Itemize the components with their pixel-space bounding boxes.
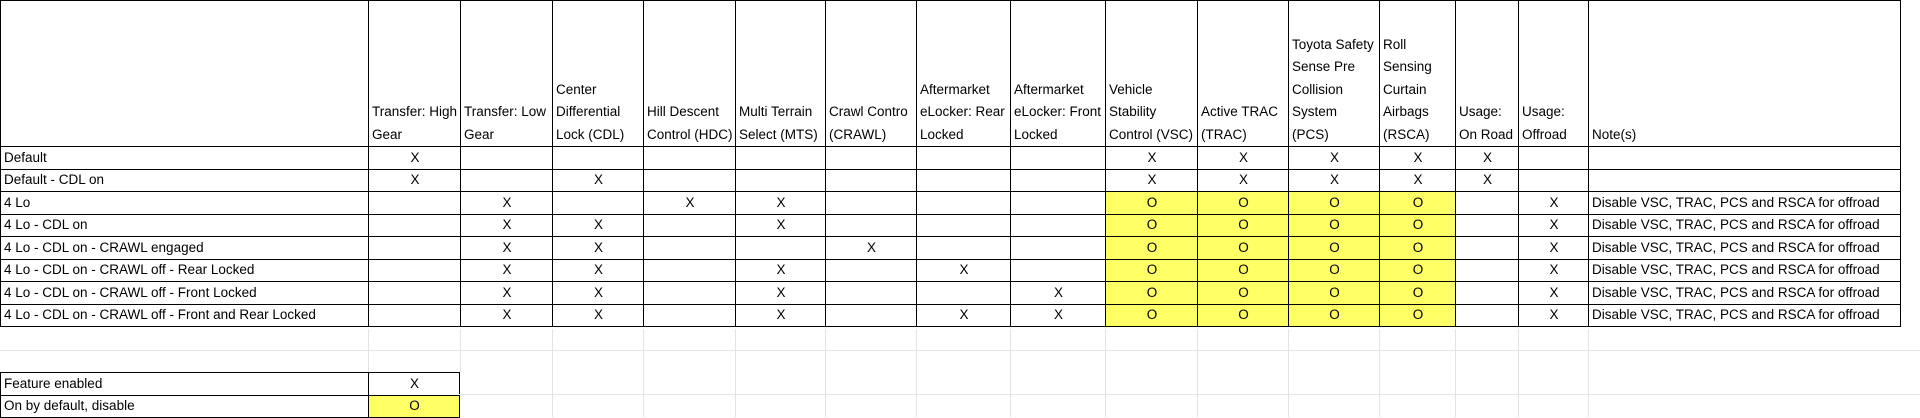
table-cell[interactable] xyxy=(826,259,917,282)
table-row xyxy=(1,282,1901,305)
table-cell[interactable]: X xyxy=(1011,282,1106,305)
table-cell[interactable] xyxy=(1011,214,1106,237)
column-header[interactable]: Transfer: High Gear xyxy=(369,1,461,147)
table-cell[interactable] xyxy=(736,237,826,260)
column-header[interactable]: Crawl Contro (CRAWL) xyxy=(826,1,917,147)
table-row xyxy=(1,147,1901,170)
table-cell[interactable] xyxy=(1456,282,1519,305)
table-cell[interactable] xyxy=(826,147,917,170)
row-label[interactable]: Default xyxy=(1,147,369,170)
row-label[interactable]: 4 Lo - CDL on - CRAWL off - Front and Rear Locked xyxy=(1,304,369,327)
table-cell[interactable]: X xyxy=(553,237,644,260)
table-row xyxy=(1,214,1901,237)
table-cell[interactable]: X xyxy=(369,169,461,192)
table-row xyxy=(1,304,1901,327)
table-cell[interactable]: X xyxy=(1519,259,1589,282)
table-cell[interactable] xyxy=(1456,304,1519,327)
table-cell[interactable] xyxy=(1011,237,1106,260)
table-cell[interactable]: X xyxy=(553,169,644,192)
table-cell[interactable] xyxy=(826,169,917,192)
cell-highlighted[interactable]: O xyxy=(1380,237,1456,260)
corner-cell[interactable] xyxy=(1,1,369,147)
table-cell[interactable]: X xyxy=(917,259,1011,282)
cell-highlighted[interactable]: O xyxy=(1380,282,1456,305)
cell-highlighted[interactable]: O xyxy=(1106,214,1198,237)
cell-highlighted[interactable]: O xyxy=(1198,304,1289,327)
column-header[interactable]: Transfer: Low Gear xyxy=(461,1,553,147)
column-header[interactable]: Hill Descent Control (HDC) xyxy=(644,1,736,147)
row-label[interactable]: 4 Lo - CDL on - CRAWL engaged xyxy=(1,237,369,260)
row-label[interactable]: 4 Lo - CDL on - CRAWL off - Front Locked xyxy=(1,282,369,305)
column-header[interactable]: Center Differential Lock (CDL) xyxy=(553,1,644,147)
table-cell[interactable] xyxy=(826,282,917,305)
table-cell[interactable] xyxy=(644,237,736,260)
table-row xyxy=(1,192,1901,215)
table-cell[interactable]: X xyxy=(461,282,553,305)
cell-highlighted[interactable]: O xyxy=(1289,304,1380,327)
legend-table xyxy=(0,372,460,418)
table-cell[interactable]: X xyxy=(461,237,553,260)
table-cell[interactable] xyxy=(1456,214,1519,237)
table-cell[interactable]: X xyxy=(1519,214,1589,237)
cell-highlighted[interactable]: O xyxy=(1289,259,1380,282)
table-cell[interactable]: X xyxy=(644,192,736,215)
table-cell[interactable]: X xyxy=(1011,304,1106,327)
column-header[interactable]: Note(s) xyxy=(1589,1,1901,147)
table-cell[interactable]: X xyxy=(553,214,644,237)
column-header[interactable]: Aftermarket eLocker: Rear Locked xyxy=(917,1,1011,147)
cell-highlighted[interactable]: O xyxy=(1106,259,1198,282)
legend-row-disable xyxy=(1,395,460,418)
note-cell[interactable]: Disable VSC, TRAC, PCS and RSCA for offroad xyxy=(1589,304,1901,327)
note-cell[interactable]: Disable VSC, TRAC, PCS and RSCA for offroad xyxy=(1589,192,1901,215)
column-header[interactable]: Active TRAC (TRAC) xyxy=(1198,1,1289,147)
cell-highlighted[interactable]: O xyxy=(1198,259,1289,282)
table-cell[interactable]: X xyxy=(1519,192,1589,215)
table-cell[interactable] xyxy=(644,214,736,237)
note-cell[interactable]: Disable VSC, TRAC, PCS and RSCA for offroad xyxy=(1589,282,1901,305)
column-header[interactable]: Toyota Safety Sense Pre Collision System (PCS) xyxy=(1289,1,1380,147)
cell-highlighted[interactable]: O xyxy=(1198,237,1289,260)
table-cell[interactable] xyxy=(917,147,1011,170)
cell-highlighted[interactable]: O xyxy=(1106,282,1198,305)
table-cell[interactable] xyxy=(644,259,736,282)
note-cell[interactable]: Disable VSC, TRAC, PCS and RSCA for offroad xyxy=(1589,237,1901,260)
table-cell[interactable]: X xyxy=(369,147,461,170)
table-cell[interactable]: X xyxy=(826,237,917,260)
table-cell[interactable] xyxy=(1456,259,1519,282)
table-cell[interactable] xyxy=(369,304,461,327)
cell-highlighted[interactable]: O xyxy=(1198,192,1289,215)
table-cell[interactable]: X xyxy=(1198,169,1289,192)
table-cell[interactable] xyxy=(461,147,553,170)
legend-row-enabled xyxy=(1,373,460,396)
table-cell[interactable]: X xyxy=(461,259,553,282)
column-header[interactable]: Multi Terrain Select (MTS) xyxy=(736,1,826,147)
table-cell[interactable]: X xyxy=(1519,237,1589,260)
table-cell[interactable]: X xyxy=(461,192,553,215)
table-cell[interactable] xyxy=(369,259,461,282)
table-cell[interactable] xyxy=(917,169,1011,192)
cell-highlighted[interactable]: O xyxy=(1198,214,1289,237)
row-label[interactable]: 4 Lo xyxy=(1,192,369,215)
empty-rows xyxy=(0,329,1920,372)
cell-highlighted[interactable]: O xyxy=(1380,259,1456,282)
table-cell[interactable]: X xyxy=(1519,282,1589,305)
legend-symbol[interactable]: X xyxy=(369,373,460,396)
table-cell[interactable] xyxy=(736,169,826,192)
table-cell[interactable] xyxy=(1011,192,1106,215)
table-cell[interactable] xyxy=(917,192,1011,215)
table-cell[interactable]: X xyxy=(1289,147,1380,170)
table-cell[interactable] xyxy=(1011,147,1106,170)
table-cell[interactable] xyxy=(1456,192,1519,215)
table-cell[interactable] xyxy=(644,304,736,327)
table-cell[interactable] xyxy=(917,237,1011,260)
table-cell[interactable] xyxy=(1519,147,1589,170)
legend-symbol-highlighted[interactable]: O xyxy=(369,395,460,418)
cell-highlighted[interactable]: O xyxy=(1289,214,1380,237)
table-cell[interactable] xyxy=(1011,259,1106,282)
table-cell[interactable]: X xyxy=(461,214,553,237)
table-cell[interactable]: X xyxy=(461,304,553,327)
column-header[interactable]: Aftermarket eLocker: Front Locked xyxy=(1011,1,1106,147)
table-row xyxy=(1,237,1901,260)
table-cell[interactable] xyxy=(644,282,736,305)
legend-label[interactable]: On by default, disable xyxy=(1,395,369,418)
cell-highlighted[interactable]: O xyxy=(1198,282,1289,305)
table-cell[interactable] xyxy=(1456,237,1519,260)
table-cell[interactable] xyxy=(1011,169,1106,192)
row-label[interactable]: 4 Lo - CDL on xyxy=(1,214,369,237)
table-cell[interactable]: X xyxy=(1106,169,1198,192)
row-label[interactable]: 4 Lo - CDL on - CRAWL off - Rear Locked xyxy=(1,259,369,282)
table-row xyxy=(1,169,1901,192)
table-cell[interactable] xyxy=(826,304,917,327)
column-header[interactable]: Usage: Offroad xyxy=(1519,1,1589,147)
table-cell[interactable] xyxy=(369,237,461,260)
table-cell[interactable] xyxy=(917,282,1011,305)
cell-highlighted[interactable]: O xyxy=(1106,304,1198,327)
note-cell[interactable]: Disable VSC, TRAC, PCS and RSCA for offroad xyxy=(1589,214,1901,237)
table-cell[interactable] xyxy=(917,214,1011,237)
table-cell[interactable] xyxy=(644,169,736,192)
note-cell[interactable]: Disable VSC, TRAC, PCS and RSCA for offroad xyxy=(1589,259,1901,282)
table-cell[interactable]: X xyxy=(1456,147,1519,170)
table-cell[interactable]: X xyxy=(1456,169,1519,192)
table-cell[interactable]: X xyxy=(553,259,644,282)
table-cell[interactable]: X xyxy=(736,259,826,282)
cell-highlighted[interactable]: O xyxy=(1289,192,1380,215)
table-cell[interactable]: X xyxy=(736,192,826,215)
table-cell[interactable]: X xyxy=(736,282,826,305)
table-cell[interactable] xyxy=(553,147,644,170)
table-cell[interactable]: X xyxy=(1380,169,1456,192)
table-cell[interactable] xyxy=(553,192,644,215)
row-label[interactable]: Default - CDL on xyxy=(1,169,369,192)
note-cell[interactable] xyxy=(1589,147,1901,170)
cell-highlighted[interactable]: O xyxy=(1380,192,1456,215)
column-header[interactable]: Usage: On Road xyxy=(1456,1,1519,147)
legend-label[interactable]: Feature enabled xyxy=(1,373,369,396)
table-cell[interactable] xyxy=(369,282,461,305)
column-header[interactable]: Roll Sensing Curtain Airbags (RSCA) xyxy=(1380,1,1456,147)
table-cell[interactable]: X xyxy=(1198,147,1289,170)
note-cell[interactable] xyxy=(1589,169,1901,192)
cell-highlighted[interactable]: O xyxy=(1289,237,1380,260)
table-row xyxy=(1,259,1901,282)
column-header[interactable]: Vehicle Stability Control (VSC) xyxy=(1106,1,1198,147)
table-cell[interactable]: X xyxy=(736,304,826,327)
table-cell[interactable] xyxy=(369,192,461,215)
header-row xyxy=(1,1,1901,147)
table-cell[interactable]: X xyxy=(1519,304,1589,327)
empty-cells xyxy=(459,372,1920,417)
table-cell[interactable]: X xyxy=(1380,147,1456,170)
table-cell[interactable] xyxy=(461,169,553,192)
table-cell[interactable]: X xyxy=(553,282,644,305)
table-cell[interactable] xyxy=(1519,169,1589,192)
table-cell[interactable]: X xyxy=(736,214,826,237)
table-cell[interactable]: X xyxy=(553,304,644,327)
table-cell[interactable] xyxy=(826,214,917,237)
cell-highlighted[interactable]: O xyxy=(1106,237,1198,260)
cell-highlighted[interactable]: O xyxy=(1380,214,1456,237)
table-cell[interactable]: X xyxy=(917,304,1011,327)
table-cell[interactable] xyxy=(644,147,736,170)
cell-highlighted[interactable]: O xyxy=(1289,282,1380,305)
cell-highlighted[interactable]: O xyxy=(1380,304,1456,327)
table-cell[interactable]: X xyxy=(1106,147,1198,170)
cell-highlighted[interactable]: O xyxy=(1106,192,1198,215)
table-cell[interactable] xyxy=(369,214,461,237)
table-cell[interactable] xyxy=(736,147,826,170)
table-cell[interactable] xyxy=(826,192,917,215)
table-cell[interactable]: X xyxy=(1289,169,1380,192)
